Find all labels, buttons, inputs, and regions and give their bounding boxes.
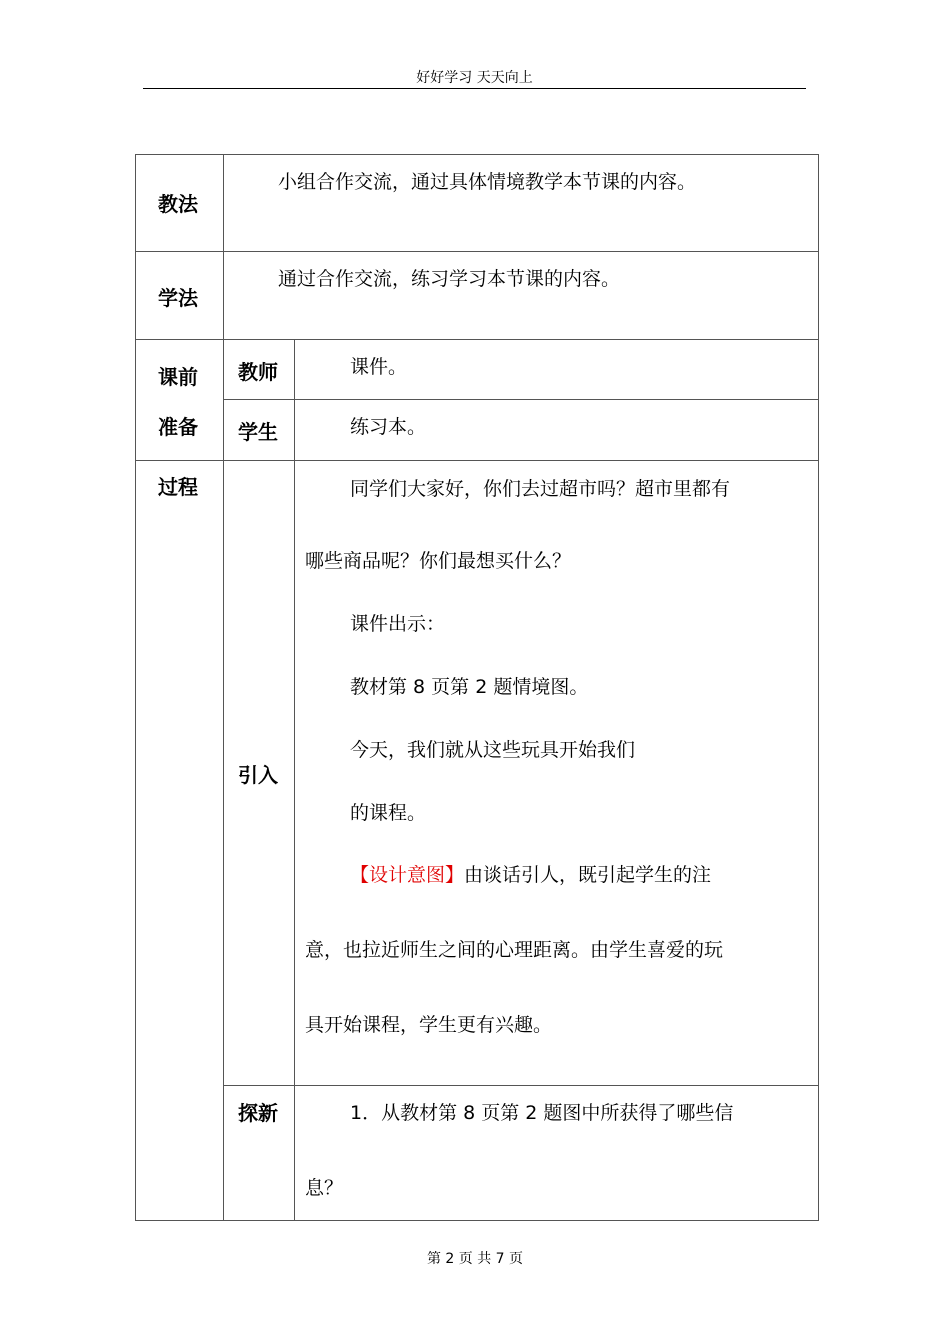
design-intent-line: 意，也拉近师生之间的心理距离。由学生喜爱的玩 <box>305 939 724 961</box>
intro-label: 引入 <box>238 763 278 787</box>
intro-line: 课件出示： <box>350 613 446 635</box>
column-divider <box>294 339 295 1221</box>
prep-label-line1: 课前 <box>158 365 198 389</box>
explore-label: 探新 <box>238 1101 278 1125</box>
design-intent-tag: 【设计意图】 <box>350 864 465 886</box>
intro-line: 教材第 8 页第 2 题情境图。 <box>350 676 589 698</box>
jiaofa-label: 教法 <box>158 192 198 216</box>
page-header: 好好学习 天天向上 <box>416 70 533 86</box>
intro-line: 的课程。 <box>350 802 427 824</box>
intro-line: 哪些商品呢？你们最想买什么？ <box>305 550 572 572</box>
header-rule <box>143 88 806 89</box>
column-divider <box>223 154 224 1221</box>
intro-line: 同学们大家好，你们去过超市吗？超市里都有 <box>350 478 731 500</box>
process-label: 过程 <box>158 475 198 499</box>
page-footer: 第 2 页 共 7 页 <box>426 1251 524 1267</box>
design-intent-line: 具开始课程，学生更有兴趣。 <box>305 1014 553 1036</box>
design-intent-line <box>350 863 711 887</box>
jiaofa-text: 小组合作交流，通过具体情境教学本节课的内容。 <box>278 171 697 193</box>
row-divider <box>135 339 819 340</box>
teacher-text: 课件。 <box>350 356 408 378</box>
student-label: 学生 <box>238 420 278 444</box>
student-text: 练习本。 <box>350 416 427 438</box>
prep-label-line2: 准备 <box>158 415 198 439</box>
teacher-label: 教师 <box>238 360 278 384</box>
intro-line: 今天，我们就从这些玩具开始我们 <box>350 739 636 761</box>
row-divider <box>135 460 819 461</box>
explore-line: 1．从教材第 8 页第 2 题图中所获得了哪些信 <box>350 1102 734 1124</box>
xuefa-label: 学法 <box>158 286 198 310</box>
design-intent-text: 由谈话引人，既引起学生的注 <box>464 864 712 886</box>
row-divider <box>223 399 819 400</box>
xuefa-text: 通过合作交流，练习学习本节课的内容。 <box>278 268 621 290</box>
explore-line: 息？ <box>305 1177 344 1199</box>
row-divider <box>223 1085 819 1086</box>
row-divider <box>135 251 819 252</box>
